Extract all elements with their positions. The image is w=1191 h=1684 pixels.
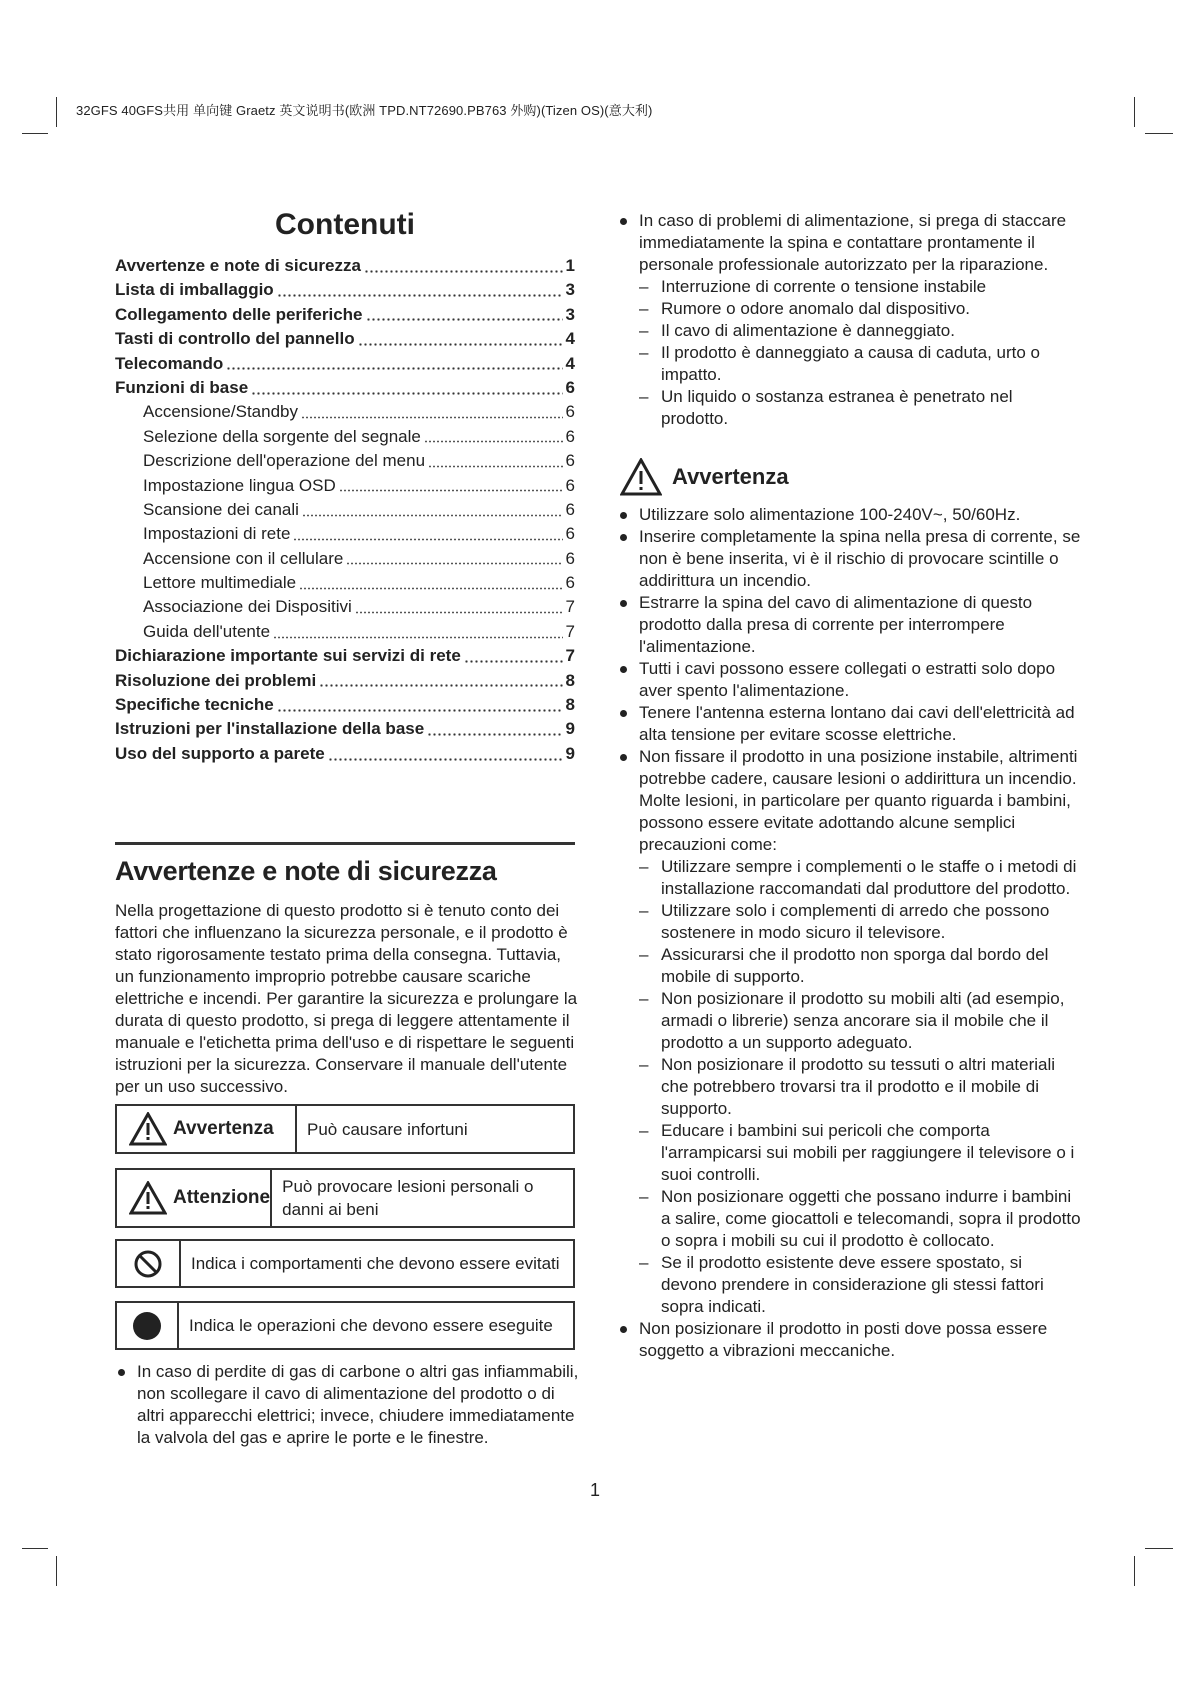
legend-text: Può provocare lesioni personali o danni ai beni — [282, 1177, 534, 1219]
toc-page: 3 — [565, 304, 575, 324]
section-title: Avvertenze e note di sicurezza — [115, 856, 497, 886]
dot-leader — [293, 538, 562, 541]
toc-entry[interactable] — [115, 402, 575, 426]
toc-page: 6 — [565, 548, 575, 568]
bullet-text: Tutti i cavi possono essere collegati o estratti solo dopo aver spento l'alimentazione. — [639, 659, 1056, 700]
prohibited-icon — [134, 1250, 162, 1278]
legend-text: Può causare infortuni — [307, 1119, 468, 1139]
sub-item: – Un liquido o sostanza estranea è penetrato nel prodotto. — [639, 386, 1082, 430]
toc-page: 9 — [565, 719, 575, 739]
toc-label: Lista di imballaggio — [115, 280, 274, 300]
warning-heading — [620, 458, 789, 496]
dot-leader — [273, 636, 562, 639]
toc-label: Impostazione lingua OSD — [143, 475, 336, 495]
warning-list — [617, 504, 1082, 1362]
warning-title: Avvertenza — [672, 464, 789, 489]
toc-page: 4 — [565, 329, 575, 349]
bullet-text: In caso di problemi di alimentazione, si prega di staccare immediatamente la spina e contattare prontamente il personale professionale autorizzato per la riparazione. — [639, 211, 1067, 274]
toc-label: Accensione con il cellulare — [143, 548, 344, 568]
toc-label: Associazione dei Dispositivi — [143, 597, 352, 617]
dot-leader — [299, 587, 562, 590]
crop-mark — [1145, 133, 1173, 134]
toc-page: 6 — [565, 377, 575, 397]
bullet-text: Estrarre la spina del cavo di alimentazione di questo prodotto dalla presa di corrente per interrompere l'alimentazione. — [639, 593, 1033, 656]
toc-page: 6 — [565, 426, 575, 446]
bullet-item — [617, 592, 1082, 658]
dot-leader — [424, 440, 563, 443]
toc-label: Tasti di controllo del pannello — [115, 329, 355, 349]
toc-page: 4 — [565, 353, 575, 373]
toc-page: 8 — [565, 695, 575, 715]
warning-triangle-icon — [129, 1181, 167, 1215]
dot-leader — [366, 318, 563, 321]
legend-caution — [115, 1168, 575, 1228]
bullet-item — [617, 1318, 1082, 1362]
toc-label: Telecomando — [115, 353, 224, 373]
toc-entry[interactable] — [115, 549, 575, 573]
toc-entry[interactable] — [115, 329, 575, 353]
crop-mark — [56, 97, 57, 127]
table-of-contents — [115, 256, 575, 768]
toc-label: Impostazioni di rete — [143, 524, 291, 544]
sub-list — [639, 276, 1082, 430]
toc-page: 6 — [565, 451, 575, 471]
toc-label: Selezione della sorgente del segnale — [143, 426, 421, 446]
toc-entry[interactable] — [115, 719, 575, 743]
bullet-item — [617, 526, 1082, 592]
toc-entry[interactable] — [115, 280, 575, 304]
toc-entry[interactable] — [115, 646, 575, 670]
toc-label: Risoluzione dei problemi — [115, 670, 317, 690]
toc-label: Descrizione dell'operazione del menu — [143, 451, 426, 471]
dot-leader — [319, 684, 562, 687]
bullet-item — [617, 210, 1082, 430]
dot-leader — [464, 660, 563, 663]
page-number: 1 — [590, 1480, 601, 1500]
toc-label: Specifiche tecniche — [115, 695, 274, 715]
sub-item: – Utilizzare solo i complementi di arredo che possono sostenere in modo sicuro il televisore. — [639, 900, 1082, 944]
sub-item: – Utilizzare sempre i complementi o le staffe o i metodi di installazione raccomandati dal produttore del prodotto. — [639, 856, 1082, 900]
toc-entry[interactable] — [115, 671, 575, 695]
legend-text: Indica i comportamenti che devono essere evitati — [191, 1254, 560, 1273]
toc-entry[interactable] — [115, 427, 575, 451]
toc-page: 7 — [565, 646, 575, 666]
toc-title: Contenuti — [275, 208, 415, 241]
legend-label: Attenzione — [173, 1187, 271, 1208]
toc-page: 9 — [565, 743, 575, 763]
toc-entry[interactable] — [115, 573, 575, 597]
sub-item: – Non posizionare oggetti che possano indurre i bambini a salire, come giocattoli e telecomandi, sopra il prodotto o sopra i mobili su cui il prodotto è collocato. — [639, 1186, 1082, 1252]
power-problems — [617, 210, 1082, 430]
toc-entry[interactable] — [115, 451, 575, 475]
sub-item: – Se il prodotto esistente deve essere spostato, si devono prendere in considerazione gli stessi fattori sopra indicati. — [639, 1252, 1082, 1318]
toc-entry[interactable] — [115, 305, 575, 329]
intro-paragraph: Nella progettazione di questo prodotto si è tenuto conto dei fattori che influenzano la sicurezza personale, e il prodotto è stato rigorosamente testato prima della consegna. Tuttavia, un funzionamento improprio potrebbe causare scariche elettriche e incendi. Per garantire la sicurezza e prolungare la durata di questo prodotto, si prega di leggere attentamente il manuale e l'etichetta prima dell'uso e di rispettare le seguenti istruzioni per la sicurezza. Conservare il manuale dell'utente per un uso successivo. — [115, 901, 578, 1096]
toc-label: Avvertenze e note di sicurezza — [115, 256, 361, 275]
bullet-text: Tenere l'antenna esterna lontano dai cavi dell'elettricità ad alta tensione per evitare scosse elettriche. — [639, 703, 1075, 744]
toc-page: 8 — [565, 670, 575, 690]
toc-label: Collegamento delle periferiche — [115, 304, 363, 324]
bullet-item — [617, 504, 1082, 526]
filled-circle-icon — [132, 1311, 162, 1341]
toc-entry[interactable] — [115, 500, 575, 524]
toc-entry[interactable] — [115, 524, 575, 548]
legend-mandatory — [115, 1301, 575, 1350]
dot-leader — [428, 465, 563, 468]
dot-leader — [277, 709, 563, 712]
warning-triangle-icon — [620, 458, 662, 496]
toc-entry[interactable] — [115, 597, 575, 621]
bullet-item: In caso di perdite di gas di carbone o altri gas infiammabili, non scollegare il cavo di alimentazione del prodotto o di altri apparecchi elettrici; invece, chiudere immediatamente la valvola del gas e aprire le porte e le finestre. — [115, 1361, 580, 1449]
toc-entry[interactable] — [115, 622, 575, 646]
dot-leader — [328, 758, 563, 761]
legend-prohibited — [115, 1239, 575, 1288]
crop-mark — [1134, 1556, 1135, 1586]
bullet-text: Non fissare il prodotto in una posizione instabile, altrimenti potrebbe cadere, causare lesioni o addirittura un incendio. Molte lesioni, in particolare per quanto riguarda i bambini, possono essere evitate adottando alcune semplici precauzioni come: — [639, 747, 1078, 854]
toc-page: 7 — [565, 621, 575, 641]
toc-label: Uso del supporto a parete — [115, 743, 325, 763]
dot-leader — [358, 343, 563, 346]
crop-mark — [1145, 1548, 1173, 1549]
legend-label: Avvertenza — [173, 1118, 274, 1139]
toc-label: Istruzioni per l'installazione della base — [115, 719, 425, 739]
toc-page: 6 — [565, 402, 575, 422]
sub-item: – Non posizionare il prodotto su tessuti o altri materiali che potrebbero trovarsi tra il prodotto e il mobile di supporto. — [639, 1054, 1082, 1120]
dot-leader — [427, 733, 562, 736]
bullet-text: Utilizzare solo alimentazione 100-240V~, 50/60Hz. — [639, 505, 1021, 524]
toc-page: 6 — [565, 499, 575, 519]
section-divider — [115, 842, 575, 845]
dot-leader — [346, 562, 562, 565]
toc-entry[interactable] — [115, 354, 575, 378]
dot-leader — [301, 416, 563, 419]
toc-entry[interactable] — [115, 695, 575, 719]
legend-warning — [115, 1104, 575, 1154]
toc-entry[interactable] — [115, 476, 575, 500]
toc-page: 7 — [565, 597, 575, 617]
warning-triangle-icon — [129, 1112, 167, 1146]
left-bullets — [115, 1361, 580, 1449]
sub-item: – Interruzione di corrente o tensione instabile — [639, 276, 1082, 298]
bullet-item — [617, 702, 1082, 746]
toc-entry[interactable] — [115, 378, 575, 402]
sub-list — [639, 856, 1082, 1318]
legend-text: Indica le operazioni che devono essere eseguite — [189, 1316, 553, 1335]
bullet-text: Non posizionare il prodotto in posti dove possa essere soggetto a vibrazioni meccaniche. — [639, 1319, 1048, 1360]
sub-item: – Il prodotto è danneggiato a causa di caduta, urto o impatto. — [639, 342, 1082, 386]
crop-mark — [1134, 97, 1135, 127]
document-header: 32GFS 40GFS共用 单向键 Graetz 英文说明书(欧洲 TPD.NT72690.PB763 外购)(Tizen OS)(意大利) — [76, 103, 653, 118]
sub-item: – Non posizionare il prodotto su mobili alti (ad esempio, armadi o librerie) senza ancorare sia il mobile che il prodotto a un supporto adeguato. — [639, 988, 1082, 1054]
sub-item: – Il cavo di alimentazione è danneggiato. — [639, 320, 1082, 342]
crop-mark — [22, 133, 48, 134]
sub-item: – Rumore o odore anomalo dal dispositivo. — [639, 298, 1082, 320]
toc-label: Guida dell'utente — [143, 621, 271, 641]
toc-page: 3 — [565, 280, 575, 300]
toc-label: Scansione dei canali — [143, 499, 299, 519]
toc-page: 6 — [565, 573, 575, 593]
dot-leader — [302, 514, 563, 517]
bullet-item — [617, 746, 1082, 1318]
sub-item: – Educare i bambini sui pericoli che comporta l'arrampicarsi sui mobili per raggiungere il televisore o i suoi controlli. — [639, 1120, 1082, 1186]
dot-leader — [355, 611, 563, 614]
toc-entry[interactable] — [115, 744, 575, 768]
toc-page: 6 — [565, 475, 575, 495]
bullet-text: Inserire completamente la spina nella presa di corrente, se non è bene inserita, vi è il rischio di provocare scintille o addirittura un incendio. — [639, 527, 1081, 590]
dot-leader — [277, 294, 563, 297]
dot-leader — [251, 392, 562, 395]
dot-leader — [364, 270, 563, 273]
bullet-item — [617, 658, 1082, 702]
crop-mark — [56, 1556, 57, 1586]
toc-label: Dichiarazione importante sui servizi di rete — [115, 646, 461, 666]
sub-item: – Assicurarsi che il prodotto non sporga dal bordo del mobile di supporto. — [639, 944, 1082, 988]
dot-leader — [226, 367, 562, 370]
toc-entry[interactable] — [115, 256, 575, 280]
toc-page: 6 — [565, 524, 575, 544]
crop-mark — [22, 1548, 48, 1549]
toc-label: Funzioni di base — [115, 377, 249, 397]
dot-leader — [339, 489, 563, 492]
toc-label: Lettore multimediale — [143, 573, 297, 593]
toc-page: 1 — [565, 256, 575, 275]
toc-label: Accensione/Standby — [143, 402, 298, 422]
